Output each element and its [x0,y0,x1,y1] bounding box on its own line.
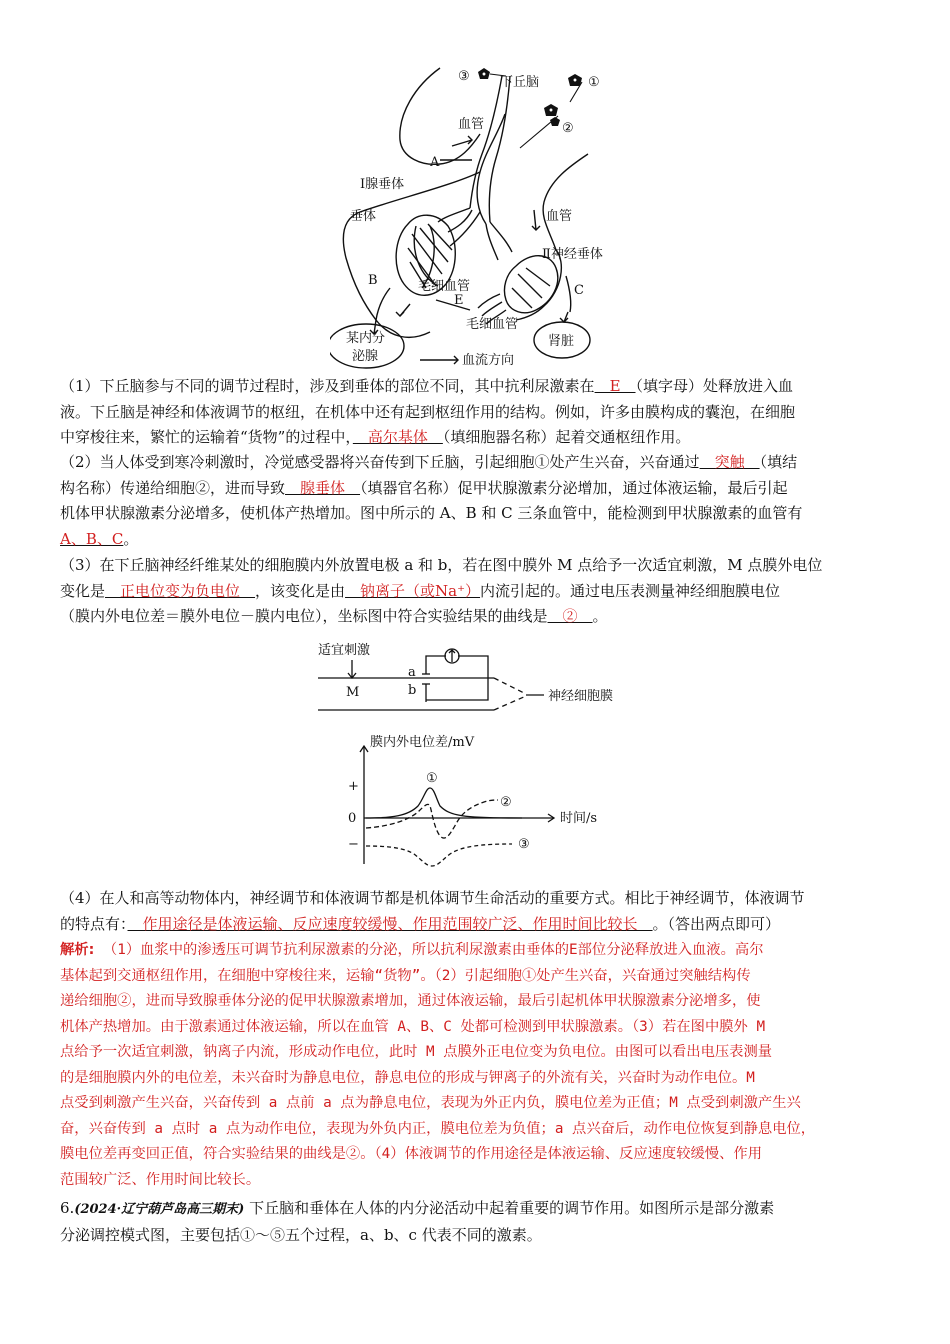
label-pituitary: 垂体 [350,209,377,224]
potential-graph [322,732,622,872]
label-blood-flow: 血流方向 [462,353,515,368]
label-gland-line1: 某内分 [346,331,386,346]
curve-1 [366,788,522,818]
question-6: 6.(2024·辽宁葫芦岛高三期末) 下丘脑和垂体在人体的内分泌活动中起着重要的调节作用。如图所示是部分激素 分泌调控模式图，主要包括①～⑤五个过程，a、b、c 代表不同的激素。 [60,1199,775,1244]
tick-zero: 0 [348,811,357,826]
label-capillary-2: 毛细血管 [466,317,519,332]
question-2: （2）当人体受到寒冷刺激时，冷觉感受器将兴奋传到下丘脑，引起细胞①处产生兴奋，兴奋通过 突触 （填结 构名称）传递给细胞②，进而导致 腺垂体 （填器官名称）促甲状腺激素分泌增加，通过体液运输，最后引起 机体甲状腺激素分泌增多，使机体产热增加。图中所示的 A、B 和 C 三条血管中，能检测到甲状腺激素的血管有 A、B、C。 [60,453,803,548]
label-adenohypophysis: Ⅰ腺垂体 [360,177,405,192]
label-b: b [408,683,417,698]
x-axis-label: 时间/s [560,811,598,826]
answer-2-vessels: A、B、C [60,529,124,548]
question-1: （1）下丘脑参与不同的调节过程时，涉及到垂体的部位不同，其中抗利尿激素在 E （填字母）处释放进入血 液。下丘脑是神经和体液调节的枢纽，在机体中还有起到枢纽作用的结构。例如，许多由膜构成的囊泡，在细胞 中穿梭往来，繁忙的运输着“货物”的过程中， 高尔基体 （填细胞器名称）起着交通枢纽作用。 [60,377,796,446]
label-vessel-right: 血管 [546,209,573,224]
curve-3 [366,844,512,866]
answer-1-organelle: 高尔基体 [352,428,443,446]
label-membrane: 神经细胞膜 [548,689,614,704]
answer-2-structure: 突触 [699,453,760,471]
answer-3-ion: 钠离子（或Na⁺） [345,581,481,600]
answer-3-curve: ② [547,607,593,625]
answer-3-potential: 正电位变为负电位 [105,581,256,600]
label-B: B [368,273,378,288]
label-capillary-1: 毛细血管 [418,279,471,294]
label-1: ① [588,75,600,90]
question-4: （4）在人和高等动物体内，神经调节和体液调节都是机体调节生命活动的重要方式。相比于神经调节，体液调节 的特点有： 作用途径是体液运输、反应速度较缓慢、作用范围较广泛、作用时间比较长 。（答出两点即可） [60,889,805,933]
label-neurohypophysis: Ⅱ神经垂体 [542,247,603,262]
curve-1-label: ① [426,771,438,786]
tick-plus: + [348,779,359,794]
hypothalamus-pituitary-diagram [330,62,630,374]
answer-2-organ: 腺垂体 [285,478,361,497]
label-C: C [574,283,584,298]
question-3: （3）在下丘脑神经纤维某处的细胞膜内外放置电极 a 和 b，若在图中膜外 M 点给予一次适宜刺激，M 点膜外电位 变化是 正电位变为负电位 ，该变化是由 钠离子（或Na⁺）内流引起的。通过电压表测量神经细胞膜电位 （膜内外电位差＝膜外电位－膜内电位），坐标图中符合实验结果的曲线是 ② 。 [60,556,823,625]
tick-minus: − [348,837,359,852]
answer-4-features: 作用途径是体液运输、反应速度较缓慢、作用范围较广泛、作用时间比较长 [127,914,653,933]
label-stimulus: 适宜刺激 [318,643,371,658]
y-axis-label: 膜内外电位差/mV [370,735,475,750]
curve-2 [366,800,498,838]
label-3: ③ [458,69,470,84]
label-vessel-top: 血管 [458,117,485,132]
label-kidney: 肾脏 [548,334,575,349]
answer-1-blank: E [594,377,636,395]
question-6-source: (2024·辽宁葫芦岛高三期末) [74,1202,245,1217]
label-E: E [454,293,464,308]
label-2: ② [562,121,574,136]
explanation-label: 解析: [60,942,95,958]
explanation: 解析: （1）血浆中的渗透压可调节抗利尿激素的分泌，所以抗利尿激素由垂体的E部位分泌释放进入血液。高尔 基体起到交通枢纽作用，在细胞中穿梭往来，运输“货物”。（2）引起细胞①处产生兴奋，兴奋通过突触结构传 递给细胞②，进而导致腺垂体分泌的促甲状腺激素增加，通过体液运输，最后引起机体甲状腺激素分泌增多，使 机体产热增加。由于激素通过体液运输，所以在血管 A、B、C 处都可检测到甲状腺激素。（3）若在图中膜外 M 点给予一次适宜刺激，钠离子内流，形成动作电位，此时 M 点膜外正电位变为负电位。由图可以看出电压表测量 的是细胞膜内外的电位差，未兴奋时为静息电位，静息电位的形成与钾离子的外流有关，兴奋时为动作电位。M 点受到刺激产生兴奋，兴奋传到 a 点前 a 点为静息电位，表现为外正内负，膜电位差为正值；M 点受到刺激产生兴 奋，兴奋传到 a 点时 a 点为动作电位，表现为外负内正，膜电位差为负值；a 点兴奋后，动作电位恢复到静息电位， 膜电位差再变回正值，符合实验结果的曲线是②。（4）体液调节的作用途径是体液运输、反应速度较缓慢、作用 范围较广泛、作用时间比较长。 [60,942,816,1188]
curve-2-label: ② [500,795,512,810]
label-M: M [346,685,360,700]
label-a: a [408,665,416,680]
electrode-setup-diagram [316,640,646,732]
label-hypothalamus: 下丘脑 [500,75,540,90]
label-A: A [430,155,440,170]
label-gland-line2: 泌腺 [352,349,379,364]
curve-3-label: ③ [518,837,530,852]
